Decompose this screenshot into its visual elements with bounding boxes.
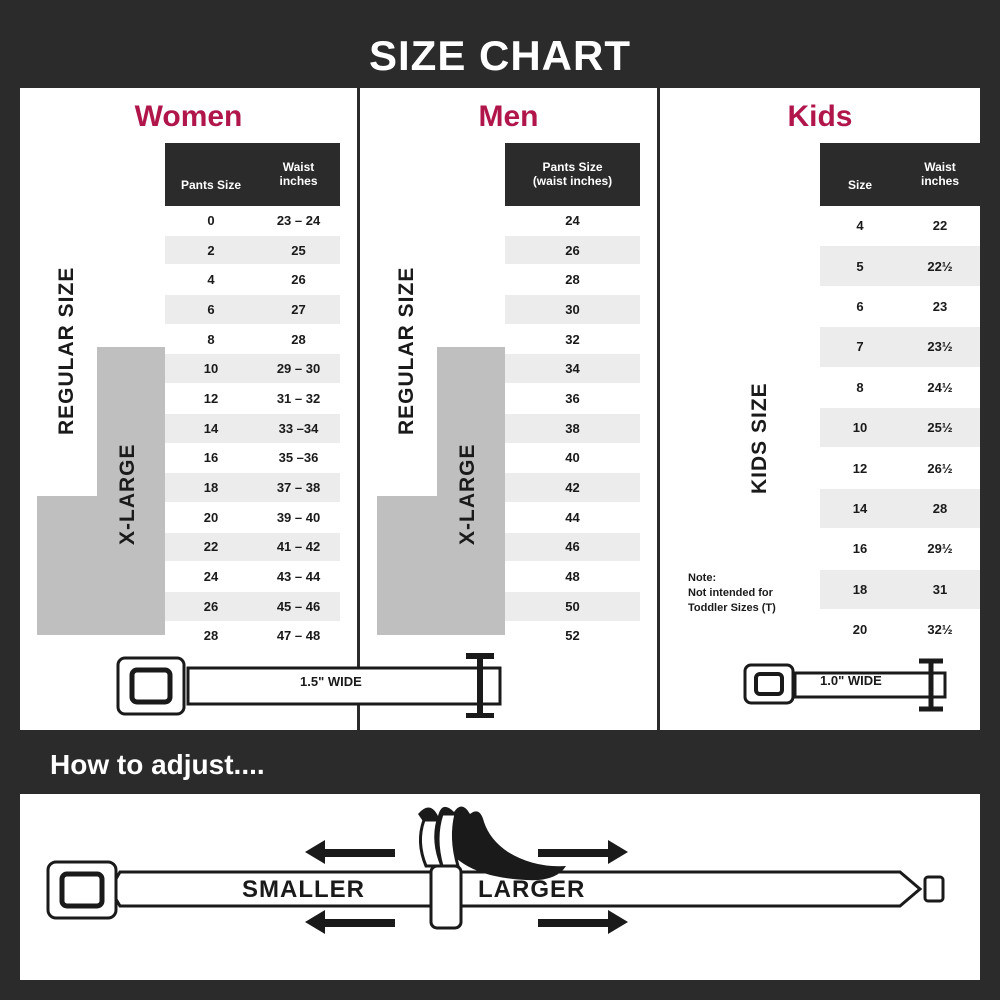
kids-waist: 31 <box>900 570 980 610</box>
women-row <box>165 473 340 503</box>
women-waist: 47 – 48 <box>257 622 340 652</box>
men-size: 52 <box>505 622 640 652</box>
women-waist: 23 – 24 <box>257 206 340 236</box>
men-size: 34 <box>505 354 640 384</box>
kids-size: 14 <box>820 489 900 529</box>
men-row <box>505 295 640 325</box>
kids-row <box>820 327 980 367</box>
men-size: 24 <box>505 206 640 236</box>
women-size: 2 <box>165 236 257 266</box>
men-row <box>505 503 640 533</box>
men-row <box>505 533 640 563</box>
men-xlarge-label: X-LARGE <box>456 443 479 545</box>
women-size: 12 <box>165 384 257 414</box>
women-waist: 33 –34 <box>257 414 340 444</box>
women-header-pants-size: Pants Size <box>165 143 257 206</box>
women-row <box>165 503 340 533</box>
adjust-smaller-label: SMALLER <box>242 876 365 903</box>
women-row <box>165 295 340 325</box>
how-to-adjust-bar <box>20 736 980 794</box>
women-waist: 26 <box>257 265 340 295</box>
section-title-women: Women <box>134 100 243 133</box>
men-size: 36 <box>505 384 640 414</box>
women-row <box>165 354 340 384</box>
kids-size-table <box>820 206 980 650</box>
women-size: 22 <box>165 533 257 563</box>
kids-waist: 23 <box>900 287 980 327</box>
divider-men-kids <box>657 88 660 730</box>
women-row <box>165 562 340 592</box>
kids-size: 12 <box>820 448 900 488</box>
women-waist: 31 – 32 <box>257 384 340 414</box>
men-size: 42 <box>505 473 640 503</box>
men-regular-size-label: REGULAR SIZE <box>395 266 418 436</box>
page-title-bar <box>20 25 980 87</box>
divider-women-men <box>357 88 360 730</box>
kids-note: Note: Not intended for Toddler Sizes (T) <box>688 572 776 614</box>
men-size: 30 <box>505 295 640 325</box>
women-waist: 29 – 30 <box>257 354 340 384</box>
women-size: 16 <box>165 444 257 474</box>
kids-row <box>820 408 980 448</box>
section-title-men: Men <box>478 100 539 133</box>
women-size: 18 <box>165 473 257 503</box>
kids-row <box>820 489 980 529</box>
women-waist: 25 <box>257 236 340 266</box>
kids-size: 5 <box>820 246 900 286</box>
men-row <box>505 384 640 414</box>
women-waist: 27 <box>257 295 340 325</box>
kids-header-size: Size <box>820 143 900 206</box>
women-waist: 39 – 40 <box>257 503 340 533</box>
kids-size-label: KIDS SIZE <box>748 382 771 494</box>
men-row <box>505 414 640 444</box>
women-size: 20 <box>165 503 257 533</box>
men-header-pants-size: Pants Size (waist inches) <box>505 143 640 206</box>
women-header-waist-inches: Waist inches <box>257 143 340 206</box>
men-size: 38 <box>505 414 640 444</box>
kids-size: 7 <box>820 327 900 367</box>
men-row <box>505 444 640 474</box>
men-size: 50 <box>505 592 640 622</box>
women-size: 6 <box>165 295 257 325</box>
women-regular-size-label: REGULAR SIZE <box>55 266 78 436</box>
kids-row <box>820 610 980 650</box>
kids-belt-width-label: 1.0" WIDE <box>820 673 882 688</box>
women-xlarge-label: X-LARGE <box>116 443 139 545</box>
women-row <box>165 592 340 622</box>
kids-waist: 24½ <box>900 368 980 408</box>
kids-size: 10 <box>820 408 900 448</box>
men-row <box>505 206 640 236</box>
men-row <box>505 473 640 503</box>
kids-row <box>820 368 980 408</box>
men-row <box>505 592 640 622</box>
men-size: 44 <box>505 503 640 533</box>
women-size: 28 <box>165 622 257 652</box>
women-row <box>165 533 340 563</box>
kids-row <box>820 570 980 610</box>
kids-row <box>820 529 980 569</box>
men-size: 28 <box>505 265 640 295</box>
women-size: 0 <box>165 206 257 236</box>
men-row <box>505 325 640 355</box>
page-title: SIZE CHART <box>369 32 631 79</box>
women-waist: 37 – 38 <box>257 473 340 503</box>
kids-size: 4 <box>820 206 900 246</box>
men-size: 48 <box>505 562 640 592</box>
men-row <box>505 562 640 592</box>
women-size: 14 <box>165 414 257 444</box>
kids-waist: 23½ <box>900 327 980 367</box>
women-row <box>165 206 340 236</box>
men-row <box>505 622 640 652</box>
women-row <box>165 622 340 652</box>
kids-row <box>820 206 980 246</box>
women-row <box>165 444 340 474</box>
kids-size: 8 <box>820 368 900 408</box>
men-size: 26 <box>505 236 640 266</box>
kids-waist: 32½ <box>900 610 980 650</box>
kids-waist: 22½ <box>900 246 980 286</box>
adult-belt-width-label: 1.5" WIDE <box>300 674 362 689</box>
kids-size: 16 <box>820 529 900 569</box>
women-row <box>165 414 340 444</box>
women-waist: 35 –36 <box>257 444 340 474</box>
women-size: 26 <box>165 592 257 622</box>
women-size-table <box>165 206 340 651</box>
section-title-kids: Kids <box>787 100 853 133</box>
men-size: 32 <box>505 325 640 355</box>
men-size: 46 <box>505 533 640 563</box>
women-waist: 28 <box>257 325 340 355</box>
women-waist: 43 – 44 <box>257 562 340 592</box>
kids-header-waist-inches: Waist inches <box>900 143 980 206</box>
women-size: 10 <box>165 354 257 384</box>
men-size-table <box>505 206 640 651</box>
men-row <box>505 354 640 384</box>
women-row <box>165 384 340 414</box>
kids-row <box>820 287 980 327</box>
kids-belt-graphic <box>735 653 980 713</box>
kids-waist: 25½ <box>900 408 980 448</box>
women-row <box>165 325 340 355</box>
how-to-adjust-panel <box>20 794 980 980</box>
women-row <box>165 265 340 295</box>
kids-waist: 29½ <box>900 529 980 569</box>
kids-waist: 26½ <box>900 448 980 488</box>
kids-row <box>820 448 980 488</box>
adult-belt-graphic <box>100 648 540 718</box>
adjust-larger-label: LARGER <box>478 876 586 903</box>
women-size: 4 <box>165 265 257 295</box>
men-row <box>505 265 640 295</box>
kids-waist: 28 <box>900 489 980 529</box>
women-waist: 41 – 42 <box>257 533 340 563</box>
main-panel <box>20 88 980 730</box>
men-size: 40 <box>505 444 640 474</box>
women-size: 24 <box>165 562 257 592</box>
kids-size: 18 <box>820 570 900 610</box>
how-to-adjust-title: How to adjust.... <box>50 749 265 780</box>
kids-row <box>820 246 980 286</box>
men-row <box>505 236 640 266</box>
women-waist: 45 – 46 <box>257 592 340 622</box>
women-row <box>165 236 340 266</box>
kids-waist: 22 <box>900 206 980 246</box>
kids-size: 6 <box>820 287 900 327</box>
kids-size: 20 <box>820 610 900 650</box>
women-size: 8 <box>165 325 257 355</box>
